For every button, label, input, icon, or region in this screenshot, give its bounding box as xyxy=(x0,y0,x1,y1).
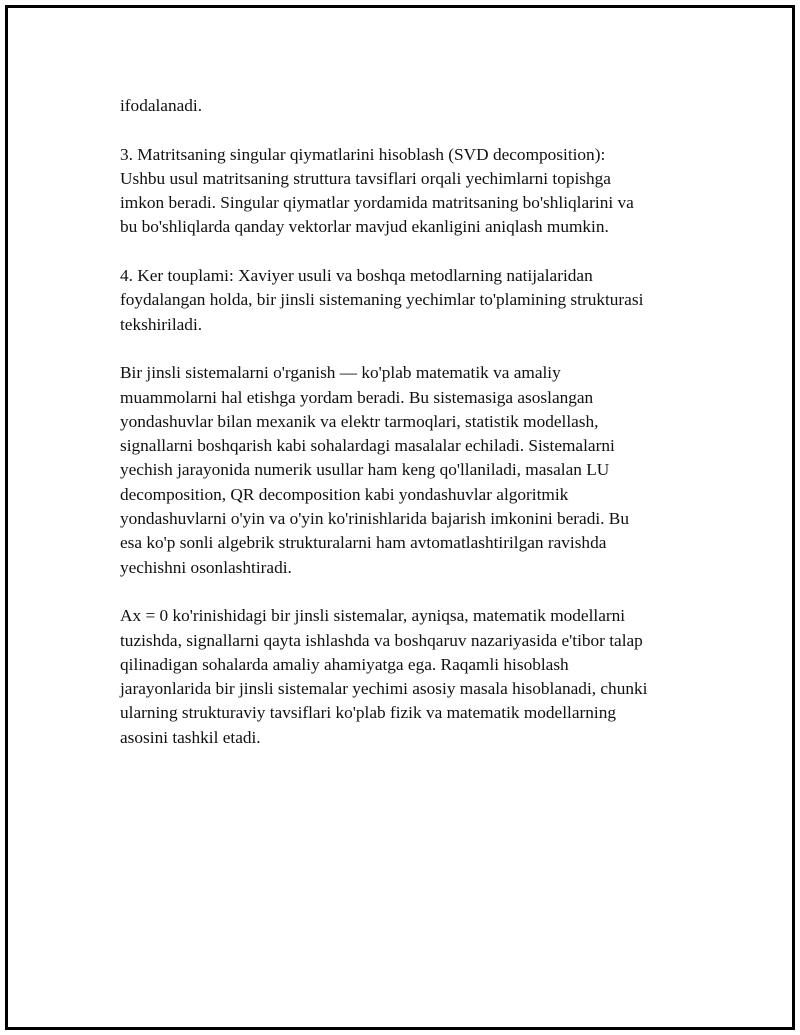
document-page xyxy=(5,5,795,1030)
paragraph-ker-touplami: 4. Ker touplami: Xaviyer usuli va boshqa metodlarning natijalaridan foydalangan holda, bir jinsli sistemaning yechimlar to'plamining strukturasi tekshiriladi. xyxy=(120,266,644,334)
page-body xyxy=(120,94,700,774)
paragraph-continuation: ifodalanadi. xyxy=(120,96,203,115)
paragraph-svd-decomposition: 3. Matritsaning singular qiymatlarini hisoblash (SVD decomposition): Ushbu usul matritsaning struttura tavsiflari orqali yechimlarni topishga imkon beradi. Singular qiymatlar yordamida matritsaning bo'shliqlarini va bu bo'shliqlarda qanday vektorlar mavjud ekanligini aniqlash mumkin. xyxy=(120,144,634,237)
paragraph-homogeneous-systems: Bir jinsli sistemalarni o'rganish — ko'plab matematik va amaliy muammolarni hal etishga yordam beradi. Bu sistemasiga asoslangan yondashuvlar bilan mexanik va elektr tarmoqlari, statistik modellash, signallarni boshqarish kabi sohalardagi masalalar echiladi. Sistemalarni yechish jarayonida numerik usullar ham keng qo'llaniladi, masalan LU decomposition, QR decomposition kabi yondashuvlar algoritmik yondashuvlarni o'yin va o'yin ko'rinishlarida bajarish imkonini beradi. Bu esa ko'p sonli algebrik strukturalarni ham avtomatlashtirilgan ravishda yechishni osonlashtiradi. xyxy=(120,363,629,577)
paragraph-ax-equals-zero: Ax = 0 ko'rinishidagi bir jinsli sistemalar, ayniqsa, matematik modellarni tuzishda, signallarni qayta ishlashda va boshqaruv nazariyasida e'tibor talap qilinadigan sohalarda amaliy ahamiyatga ega. Raqamli hisoblash jarayonlarida bir jinsli sistemalar yechimi asosiy masala hisoblanadi, chunki ularning strukturaviy tavsiflari ko'plab fizik va matematik modellarning asosini tashkil etadi. xyxy=(120,606,648,747)
